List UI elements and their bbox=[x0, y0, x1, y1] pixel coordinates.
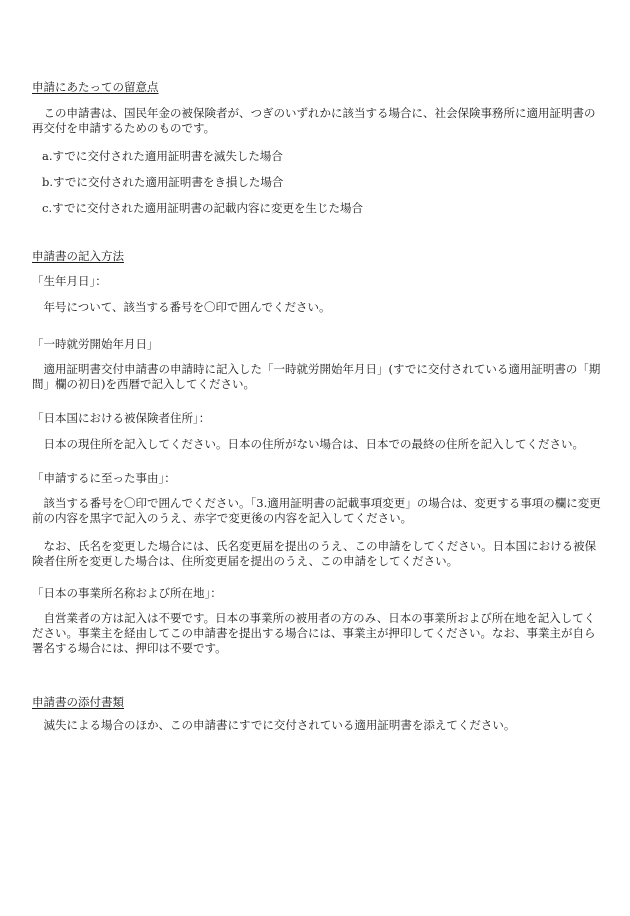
reason-text-1: 該当する番号を〇印で囲んでください。「3.適用証明書の記載事項変更」の場合は、変更する事項の欄に変更前の内容を黒字で記入のうえ、赤字で変更後の内容を記入してください。 bbox=[32, 496, 601, 525]
address-text: 日本の現住所を記入してください。日本の住所がない場合は、日本での最終の住所を記入してください。 bbox=[43, 437, 584, 451]
reason-text-2: なお、氏名を変更した場合には、氏名変更届を提出のうえ、この申請をしてください。日本国における被保険者住所を変更した場合は、住所変更届を提出のうえ、この申請をしてください。 bbox=[32, 539, 597, 568]
office-text: 自営業者の方は記入は不要です。日本の事業所の被用者の方のみ、日本の事業所および所在地を記入してください。事業主を経由してこの申請書を提出する場合には、事業主が押印してください。なお、事業主が自ら署名する場合には、押印は不要です。 bbox=[32, 611, 596, 655]
temp-work-label: 「一時就労開始年月日」 bbox=[32, 337, 159, 351]
notes-heading: 申請にあたっての留意点 bbox=[32, 80, 159, 94]
notes-intro: この申請書は、国民年金の被保険者が、つぎのいずれかに該当する場合に、社会保険事務所に適用証明書の再交付を申請するためのものです。 bbox=[32, 106, 596, 135]
method-heading: 申請書の記入方法 bbox=[32, 249, 124, 263]
notes-item-c: c.すでに交付された適用証明書の記載内容に変更を生じた場合 bbox=[42, 201, 363, 215]
address-label: 「日本国における被保険者住所」： bbox=[32, 411, 211, 425]
notes-item-a: a.すでに交付された適用証明書を滅失した場合 bbox=[42, 149, 283, 163]
birth-label: 「生年月日」： bbox=[32, 274, 107, 288]
notes-item-b: b.すでに交付された適用証明書をき損した場合 bbox=[42, 175, 284, 189]
attachments-text: 滅失による場合のほか、この申請書にすでに交付されている適用証明書を添えてください。 bbox=[43, 718, 516, 732]
attachments-heading: 申請書の添付書類 bbox=[32, 695, 124, 709]
office-label: 「日本の事業所名称および所在地」： bbox=[32, 586, 222, 600]
reason-label: 「申請するに至った事由」： bbox=[32, 471, 176, 485]
birth-text: 年号について、該当する番号を〇印で囲んでください。 bbox=[43, 300, 331, 314]
document-page bbox=[32, 80, 602, 733]
temp-work-text: 適用証明書交付申請書の申請時に記入した「一時就労開始年月日」(すでに交付されている適用証明書の「期間」欄の初日)を西暦で記入してください。 bbox=[32, 362, 601, 391]
